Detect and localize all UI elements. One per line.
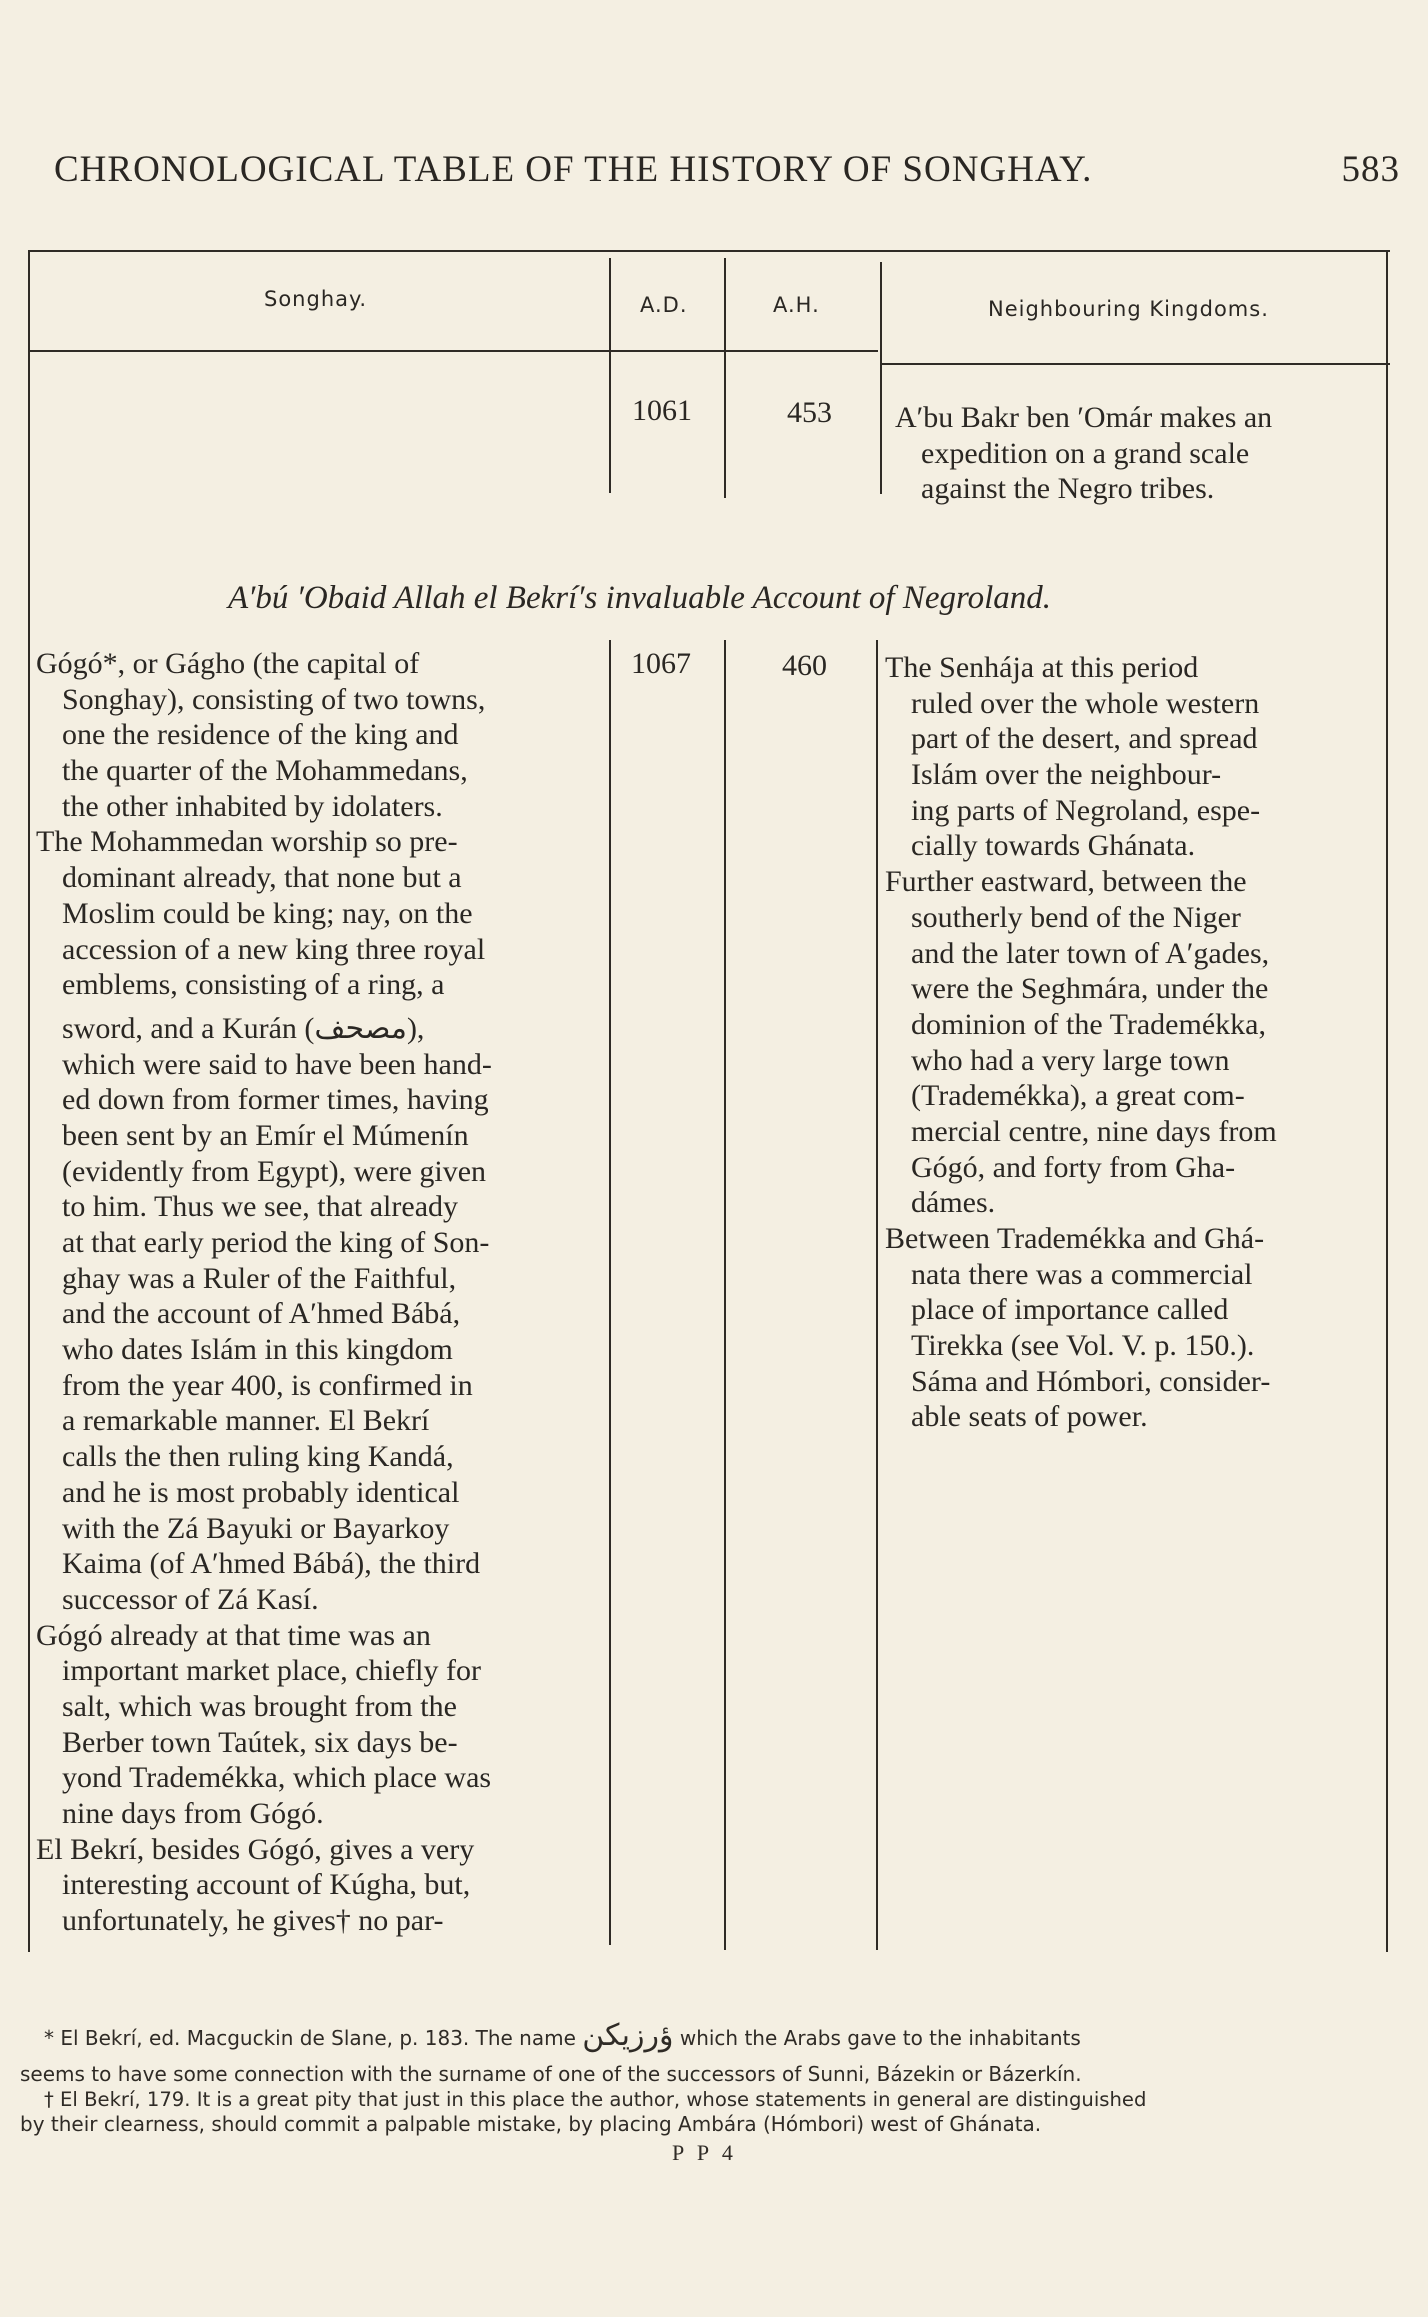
entry1-ah-year: 453 <box>787 396 832 429</box>
signature-mark: P P 4 <box>672 2140 737 2165</box>
header-bottom-rule-right <box>880 363 1390 365</box>
column-header-songhay: Songhay. <box>264 287 368 311</box>
divider-songhay-ad-top <box>609 258 611 493</box>
arabic-name-bazekin: ؤرزيكن <box>582 2018 674 2053</box>
section-heading: A′bú ′Obaid Allah el Bekrí′s invaluable Account of Negroland. <box>228 580 1052 616</box>
divider-ad-ah-bottom <box>724 640 726 1950</box>
entry1-neighbouring-text: A′bu Bakr ben ′Omár makes an expedition on a grand scale against the Negro tribes. <box>895 401 1273 506</box>
page-number: 583 <box>1341 149 1400 190</box>
divider-ah-neighbouring-bottom <box>876 640 878 1950</box>
column-header-ah: A.H. <box>773 293 820 317</box>
table-right-border <box>1386 252 1388 1952</box>
divider-songhay-ad-bottom <box>609 640 611 1945</box>
footnote-2-line-1: † El Bekrí, 179. It is a great pity that just in this place the author, whose statements in general are distinguished <box>44 2088 1147 2111</box>
column-header-ad: A.D. <box>640 293 688 317</box>
table-left-border <box>28 252 30 1952</box>
entry2-ah-year: 460 <box>782 649 827 682</box>
entry2-ad-year: 1067 <box>631 647 691 680</box>
entry1-ad-year: 1061 <box>632 394 692 427</box>
footnote-1-line-1: * El Bekrí, ed. Macguckin de Slane, p. 183. The name ؤرزيكن which the Arabs gave to the inhabitants <box>44 2018 1081 2053</box>
table-top-rule <box>28 250 1390 252</box>
footnote-1-line-2: seems to have some connection with the surname of one of the successors of Sunni, Bázekin or Bázerkín. <box>20 2062 1082 2086</box>
entry2-songhay-text: Gógó*, or Gágho (the capital of Songhay), consisting of two towns, one the residence of the king and the quarter of the Mohammedans, the other inhabited by idolaters. The Mohammedan worship so pre- dominant already, that none but a Moslim could be king; nay, on the accession of a new king three royal emblems, consisting of a ring, a sword, and a Kurán (مصحف), which were said to have been hand- ed down from former times, having been sent by an Emír el Múmenín (evidently from Egypt), were given to him. Thus we see, that already at that early period the king of Son- ghay was a Ruler of the Faithful, and the account of A′hmed Bábá, who dates Islám in this kingdom from the year 400, is confirmed in a remarkable manner. El Bekrí calls the then ruling king Kandá, and he is most probably identical with the Zá Bayuki or Bayarkoy Kaima (of A′hmed Bábá), the third successor of Zá Kasí. Gógó already at that time was an important market place, chiefly for salt, which was brought from the Berber town Taútek, six days be- yond Trademékka, which place was nine days from Gógó. El Bekrí, besides Gógó, gives a very interesting account of Kúgha, but, unfortunately, he gives† no par- <box>36 647 492 1938</box>
footnote-2-line-2: by their clearness, should commit a palpable mistake, by placing Ambára (Hómbori) west of Ghánata. <box>20 2112 1042 2136</box>
entry2-neighbouring-text: The Senhája at this period ruled over the whole western part of the desert, and spread Islám over the neighbour- ing parts of Negroland, espe- cially towards Ghánata. Further eastward, between the southerly bend of the Niger and the later town of A′gades, were the Seghmára, under the dominion of the Trademékka, who had a very large town (Trademékka), a great com- mercial centre, nine days from Gógó, and forty from Gha- dámes. Between Trademékka and Ghá- nata there was a commercial place of importance called Tirekka (see Vol. V. p. 150.). Sáma and Hómbori, consider- able seats of power. <box>885 651 1277 1434</box>
header-bottom-rule-left <box>28 350 878 352</box>
column-header-neighbouring: Neighbouring Kingdoms. <box>988 297 1269 321</box>
page-title: CHRONOLOGICAL TABLE OF THE HISTORY OF SONGHAY. <box>54 149 1093 190</box>
divider-ah-neighbouring-top <box>880 262 882 494</box>
divider-ad-ah-top <box>724 258 726 498</box>
